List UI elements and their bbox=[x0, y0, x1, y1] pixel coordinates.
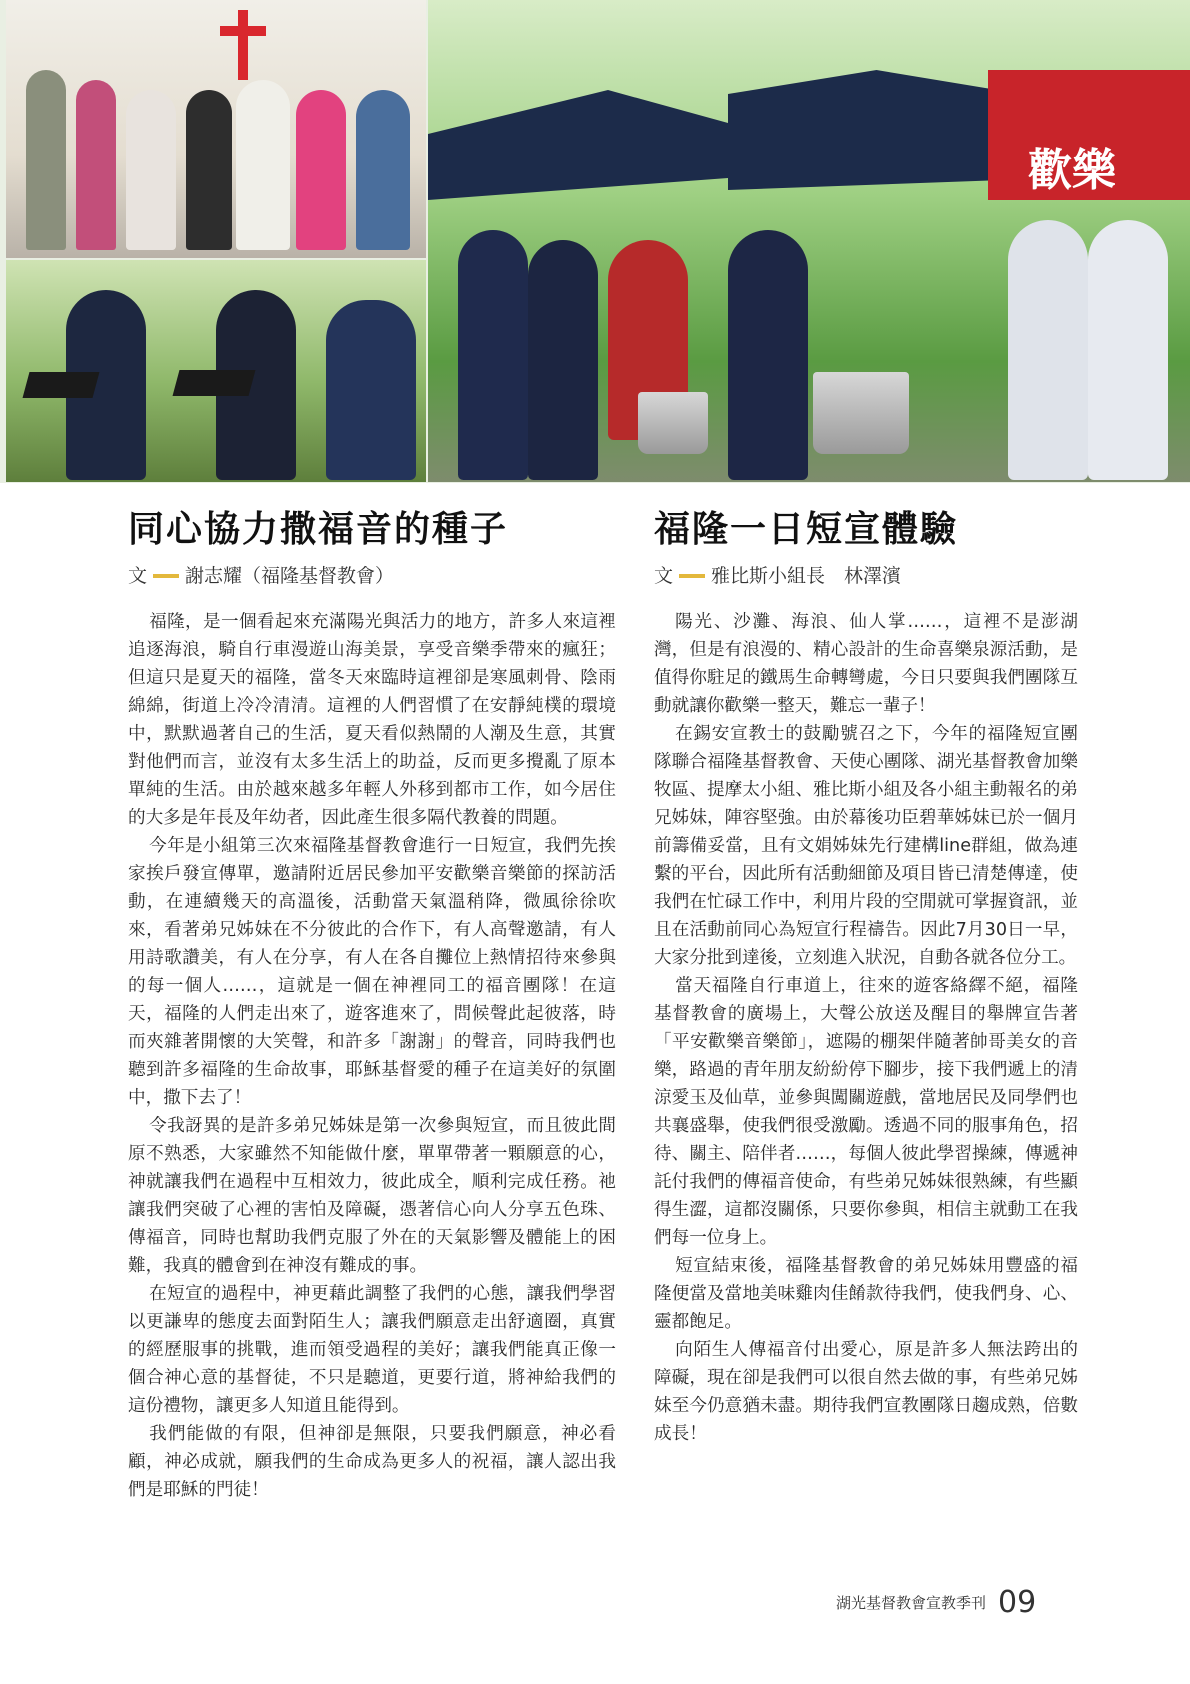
right-article bbox=[654, 506, 1078, 1448]
paragraph: 向陌生人傳福音付出愛心，原是許多人無法跨出的障礙，現在卻是我們可以很自然去做的事，有些弟兄姊妹至今仍意猶未盡。期待我們宣教團隊日趨成熟，倍數成長！ bbox=[654, 1340, 1078, 1444]
paragraph: 當天福隆自行車道上，往來的遊客絡繹不絕，福隆基督教會的廣場上，大聲公放送及醒目的舉牌宣告著「平安歡樂音樂節」，遮陽的棚架伴隨著帥哥美女的音樂，路過的青年朋友紛紛停下腳步，接下我們遞上的清涼愛玉及仙草，並參與闖關遊戲，當地居民及同學們也共襄盛舉，使我們很受激勵。透過不同的服事角色，招待、關主、陪伴者……，每個人彼此學習操練，傳遞神託付我們的傳福音使命，有些弟兄姊妹很熟練，有些顯得生澀，這都沒關係，只要你參與，相信主就動工在我們每一位身上。 bbox=[654, 976, 1078, 1248]
soup-pot bbox=[813, 372, 909, 454]
paragraph: 短宣結束後，福隆基督教會的弟兄姊妹用豐盛的福隆便當及當地美味雞肉佳餚款待我們，使我們身、心、靈都飽足。 bbox=[654, 1256, 1078, 1332]
person-figure bbox=[1088, 220, 1168, 480]
person-figure bbox=[326, 300, 416, 480]
photo-collage bbox=[0, 0, 1190, 483]
right-article-title: 福隆一日短宣體驗 bbox=[654, 509, 959, 550]
paragraph: 陽光、沙灘、海浪、仙人掌……，這裡不是澎湖灣，但是有浪漫的、精心設計的生命喜樂泉源活動，是值得你駐足的鐵馬生命轉彎處，今日只要與我們團隊互動就讓你歡樂一整天，難忘一輩子！ bbox=[654, 612, 1078, 716]
paragraph: 在錫安宣教士的鼓勵號召之下，今年的福隆短宣團隊聯合福隆基督教會、天使心團隊、湖光基督教會加樂牧區、提摩太小組、雅比斯小組及各小組主動報名的弟兄姊妹，陣容堅強。由於幕後功臣碧華姊妹已於一個月前籌備妥當，且有文娟姊妹先行建構line群組，做為連繫的平台，因此所有活動細節及項目皆已清楚傳達，使我們在忙碌工作中，利用片段的空閒就可掌握資訊，並且在活動前同心為短宣行程禱告。因此7月30日一早，大家分批到達後，立刻進入狀況，自動各就各位分工。 bbox=[654, 724, 1078, 968]
paragraph: 令我訝異的是許多弟兄姊妹是第一次參與短宣，而且彼此間原不熟悉，大家雖然不知能做什麼，單單帶著一顆願意的心，神就讓我們在過程中互相效力，彼此成全，順利完成任務。祂讓我們突破了心裡的害怕及障礙，憑著信心向人分享五色珠、傳福音，同時也幫助我們克服了外在的天氣影響及體能上的困難，我真的體會到在神沒有難成的事。 bbox=[128, 1116, 616, 1276]
page-number: 09 bbox=[998, 1585, 1037, 1620]
paragraph: 在短宣的過程中，神更藉此調整了我們的心態，讓我們學習以更謙卑的態度去面對陌生人；讓我們願意走出舒適圈，真實的經歷服事的挑戰，進而領受過程的美好；讓我們能真正像一個合神心意的基督徒，不只是聽道，更要行道，將神給我們的這份禮物，讓更多人知道且能得到。 bbox=[128, 1284, 616, 1416]
right-article-body bbox=[654, 608, 1078, 1448]
left-article bbox=[128, 506, 616, 1504]
server-figure bbox=[728, 230, 808, 480]
publication-name: 湖光基督教會宣教季刊 bbox=[836, 1594, 987, 1612]
right-article-byline bbox=[654, 562, 1078, 590]
red-cross-icon bbox=[238, 10, 248, 80]
church-group-photo bbox=[6, 0, 426, 258]
paragraph: 今年是小組第三次來福隆基督教會進行一日短宣，我們先挨家挨戶發宣傳單，邀請附近居民參加平安歡樂音樂節的探訪活動，在連續幾天的高溫後，活動當天氣溫稍降，微風徐徐吹來，看著弟兄姊妹在不分彼此的合作下，有人高聲邀請，有人用詩歌讚美，有人在分享，有人在各自攤位上熱情招待來參與的每一個人……，這就是一個在神裡同工的福音團隊！在這天，福隆的人們走出來了，遊客進來了，問候聲此起彼落，時而夾雜著開懷的大笑聲，和許多「謝謝」的聲音，同時我們也聽到許多福隆的生命故事，耶穌基督愛的種子在這美好的氛圍中，撒下去了！ bbox=[128, 836, 616, 1108]
byline-dash-icon bbox=[679, 574, 705, 578]
soup-pot bbox=[638, 392, 708, 454]
person-figure bbox=[126, 90, 176, 250]
left-article-title: 同心協力撒福音的種子 bbox=[128, 509, 509, 550]
person-figure bbox=[458, 230, 528, 480]
right-article-author: 雅比斯小組長 林澤濱 bbox=[711, 565, 902, 587]
person-figure bbox=[1008, 220, 1088, 480]
umbrella-canopy bbox=[428, 90, 728, 200]
person-figure bbox=[528, 240, 598, 480]
stall-banner: 歡樂 bbox=[988, 70, 1190, 200]
byline-prefix: 文 bbox=[128, 565, 148, 587]
person-figure bbox=[186, 90, 232, 250]
byline-dash-icon bbox=[153, 574, 179, 578]
left-article-author: 謝志耀（福隆基督教會） bbox=[185, 565, 395, 587]
byline-prefix: 文 bbox=[654, 565, 674, 587]
person-figure bbox=[76, 80, 116, 250]
music-stand-icon bbox=[23, 372, 100, 398]
person-figure bbox=[296, 90, 346, 250]
person-figure bbox=[26, 70, 66, 250]
person-figure bbox=[356, 90, 410, 250]
outreach-stall-photo bbox=[428, 0, 1190, 482]
left-article-body bbox=[128, 608, 616, 1504]
paragraph: 福隆，是一個看起來充滿陽光與活力的地方，許多人來這裡追逐海浪，騎自行車漫遊山海美景，享受音樂季帶來的瘋狂；但這只是夏天的福隆，當冬天來臨時這裡卻是寒風刺骨、陰雨綿綿，街道上冷冷清清。這裡的人們習慣了在安靜純樸的環境中，默默過著自己的生活，夏天看似熱鬧的人潮及生意，其實對他們而言，並沒有太多生活上的助益，反而更多攪亂了原本單純的生活。由於越來越多年輕人外移到都市工作，如今居住的大多是年長及年幼者，因此產生很多隔代教養的問題。 bbox=[128, 612, 616, 828]
paragraph: 我們能做的有限，但神卻是無限，只要我們願意，神必看顧，神必成就，願我們的生命成為更多人的祝福，讓人認出我們是耶穌的門徒！ bbox=[128, 1424, 616, 1500]
music-stand-icon bbox=[173, 370, 256, 396]
page-footer bbox=[836, 1585, 1036, 1620]
left-article-byline bbox=[128, 562, 616, 590]
band-photo bbox=[6, 260, 426, 482]
person-figure bbox=[236, 80, 290, 250]
